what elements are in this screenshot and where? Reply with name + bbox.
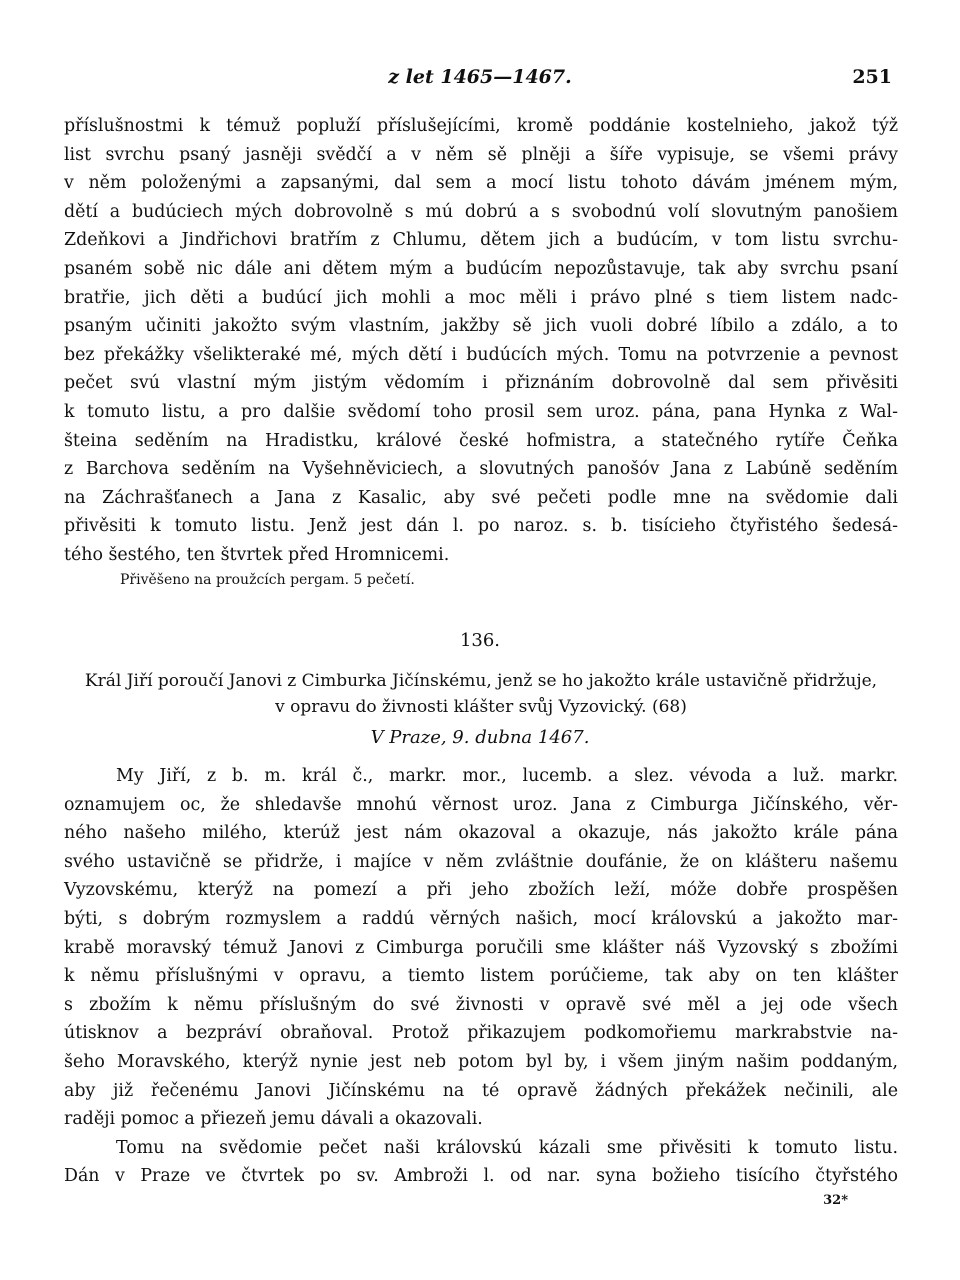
continuation-paragraph <box>64 112 898 570</box>
signature-mark: 32* <box>823 1193 848 1208</box>
running-title: z let 1465—1467. <box>388 66 572 88</box>
text-line: bratřie, jich děti a budúcí jich mohli a moc měli i právo plné s tiem listem nadc- <box>64 287 898 308</box>
text-line: útisknov a bezpráví obraňoval. Protož přikazujem podkomořiemu markrabstvie na- <box>64 1023 898 1044</box>
text-line: raději pomoc a přiezeň jemu dávali a okazovali. <box>64 1109 483 1130</box>
text-line: svého ustavičně se přidrže, i majíce v něm zvláštnie doufánie, že on klášteru našemu <box>64 851 898 872</box>
place-date: V Praze, 9. dubna 1467. <box>370 727 590 748</box>
text-line: s zbožím k němu příslušným do své živnosti v opravě své měl a jej ode všech <box>64 994 898 1015</box>
text-line: Vyzovskému, kterýž na pomezí a při jeho zbožích leží, móže dobře prospěšen <box>64 880 898 901</box>
text-line: příslušnostmi k témuž popluží příslušejícími, kromě poddánie kostelnieho, jakož týž <box>64 116 898 136</box>
text-line: list svrchu psaný jasněji svědčí a v něm sě plněji a šíře vypisuje, se všemi právy <box>64 144 898 165</box>
text-line: psaným učiniti jakožto svým vlastním, jakžby sě jich vuoli dobré líbilo a zdálo, a to <box>64 316 898 337</box>
page-header <box>64 66 896 96</box>
text-line: býti, s dobrým rozmyslem a raddú věrných našich, mocí královskú a jakožto mar- <box>64 908 898 929</box>
seal-note: Přivěšeno na proužcích pergam. 5 pečetí. <box>120 572 415 588</box>
text-line: přivěsiti k tomuto listu. Jenž jest dán l. po naroz. s. b. tisícieho čtyřistého šedesá- <box>64 516 898 537</box>
summary-line: Král Jiří poroučí Janovi z Cimburka Jičínskému, jenž se ho jakožto krále ustavičně přidržuje, <box>84 671 878 691</box>
text-line: psaném sobě nic dále ani dětem mým a budúcím nepozůstavuje, tak aby svrchu psaní <box>64 258 898 279</box>
text-line: k němu příslušnými v opravu, a tiemto listem porúčieme, tak aby on ten klášter <box>64 966 898 987</box>
text-line: Tomu na svědomie pečet naši královskú kázali sme přivěsiti k tomuto listu. <box>116 1137 898 1158</box>
text-line: Dán v Praze ve čtvrtek po sv. Ambroži l. od nar. syna božieho tisícího čtyřstého <box>64 1166 898 1187</box>
text-line: pečet svú vlastní mým jistým vědomím i přiznáním dobrovolně dal sem přivěsiti <box>64 373 898 394</box>
text-line: tého šestého, ten štvrtek před Hromnicemi. <box>64 544 450 565</box>
text-line: šteina seděním na Hradistku, králové české hofmistra, a statečného rytíře Čeňka <box>64 430 898 451</box>
document-number: 136. <box>459 630 501 651</box>
text-line: dětí a budúciech mých dobrovolně s mú dobrú a s svobodnú volí slovutným panošiem <box>64 201 898 222</box>
charter-text <box>64 762 898 1191</box>
text-line: k tomuto listu, a pro dalšie svědomí toho prosil sem uroz. pána, pana Hynka z Wal- <box>64 401 898 422</box>
text-line: My Jiří, z b. m. král č., markr. mor., lucemb. a slez. vévoda a luž. markr. <box>116 766 898 786</box>
text-line: Zdeňkovi a Jindřichovi bratřím z Chlumu, dětem jich a budúcím, v tom listu svrchu- <box>64 230 898 251</box>
page-number: 251 <box>852 66 892 88</box>
text-line: aby již řečenému Janovi Jičínskému na té opravě žádných překážek nečinili, ale <box>64 1080 898 1101</box>
text-line: krabě moravský témuž Janovi z Cimburga poručili sme klášter náš Vyzovský s zbožími <box>64 937 898 958</box>
document-summary <box>64 668 898 720</box>
summary-line: v opravu do živnosti klášter svůj Vyzovický. (68) <box>275 697 687 717</box>
text-line: na Záchrašťanech a Jana z Kasalic, aby své pečeti podle mne na svědomie dali <box>64 487 898 508</box>
text-line: z Barchova seděním na Vyšehněviciech, a slovutných panošóv Jana z Labúně seděním <box>64 459 898 480</box>
text-line: v něm položenými a zapsanými, dal sem a mocí listu tohoto dávám jménem mým, <box>64 173 898 194</box>
text-line: šeho Moravského, kterýž nynie jest neb potom byl by, i všem jiným našim poddaným, <box>64 1051 898 1072</box>
text-line: oznamujem oc, že shledavše mnohú věrnost uroz. Jana z Cimburga Jičínského, věr- <box>64 794 898 815</box>
text-line: bez překážky všelikteraké mé, mých dětí i budúcích mých. Tomu na potvrzenie a pevnost <box>64 344 898 365</box>
text-line: ného našeho milého, kterúž jest nám okazoval a okazuje, nás jakožto krále pána <box>64 823 898 844</box>
